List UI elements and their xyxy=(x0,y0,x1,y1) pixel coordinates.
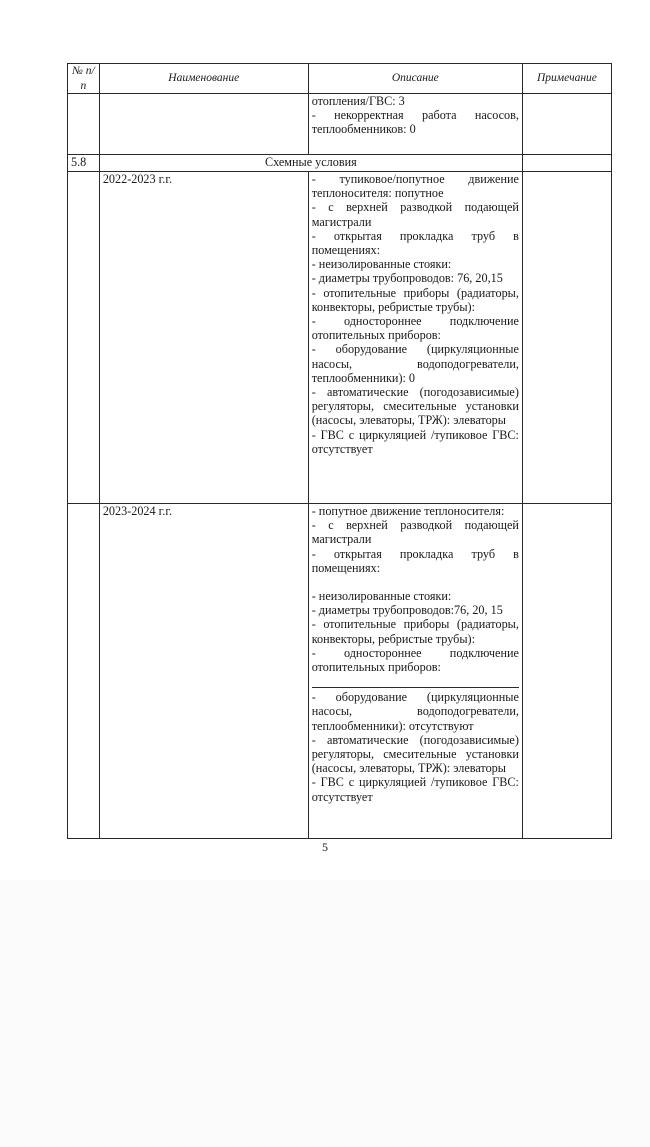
continued-line: - некорректная работа насосов, теплообменников: 0 xyxy=(311,108,519,137)
period-2023-note-cell xyxy=(522,504,611,839)
condition-line: - с верхней разводкой подающей магистрали xyxy=(311,200,519,229)
condition-line: - диаметры трубопроводов: 76, 20,15 xyxy=(311,271,503,286)
continued-row xyxy=(68,94,612,155)
header-name: Наименование xyxy=(99,64,308,94)
period-2023-row xyxy=(68,504,612,839)
condition-line: - неизолированные стояки: xyxy=(311,589,452,604)
section-number: 5.8 xyxy=(68,155,100,172)
condition-line: - тупиковое/попутное движение теплоносителя: попутное xyxy=(311,172,519,201)
section-title: Схемные условия xyxy=(99,155,522,172)
period-2023-description xyxy=(308,504,522,839)
condition-line: - одностороннее подключение отопительных приборов: xyxy=(311,314,519,343)
condition-line: - с верхней разводкой подающей магистрали xyxy=(311,518,519,547)
continued-name-cell xyxy=(99,94,308,155)
condition-line: - ГВС с циркуляцией /тупиковое ГВС: отсутствует xyxy=(311,427,519,456)
header-num: № п/п xyxy=(68,64,100,94)
condition-line: - автоматические (погодозависимые) регуляторы, смесительные установки (насосы, элеваторы, ТРЖ): элеваторы xyxy=(311,732,519,776)
continued-description-cell xyxy=(308,94,522,155)
condition-line: - диаметры трубопроводов:76, 20, 15 xyxy=(311,603,503,618)
period-2022-row xyxy=(68,172,612,504)
period-2022-name: 2022-2023 г.г. xyxy=(99,172,308,504)
blank-line xyxy=(312,575,519,589)
condition-line: - отопительные приборы (радиаторы, конвекторы, ребристые трубы): xyxy=(311,285,519,314)
header-description: Описание xyxy=(308,64,522,94)
period-2023-num-cell xyxy=(68,504,100,839)
condition-line: - попутное движение теплоносителя: xyxy=(311,504,505,518)
condition-line: - оборудование (циркуляционные насосы, водоподогреватели, теплообменники): отсутствуют xyxy=(311,690,519,733)
underline-rule xyxy=(312,674,519,688)
conditions-table xyxy=(67,63,612,839)
condition-line: - ГВС с циркуляцией /тупиковое ГВС: отсутствует xyxy=(311,775,519,804)
header-note: Примечание xyxy=(522,64,611,94)
condition-line: - открытая прокладка труб в помещениях: xyxy=(311,228,519,258)
condition-line: - одностороннее подключение отопительных приборов: xyxy=(311,645,519,675)
condition-line: - неизолированные стояки: xyxy=(311,257,452,272)
section-row xyxy=(68,155,612,172)
condition-line: - отопительные приборы (радиаторы, конвекторы, ребристые трубы): xyxy=(311,617,519,646)
continued-num-cell xyxy=(68,94,100,155)
condition-line: - оборудование (циркуляционные насосы, водоподогреватели, теплообменники): 0 xyxy=(311,342,519,385)
continued-line: отопления/ГВС: 3 xyxy=(311,94,405,108)
page-bottom-area xyxy=(0,880,650,1147)
continued-note-cell xyxy=(522,94,611,155)
period-2022-num-cell xyxy=(68,172,100,504)
condition-line: - открытая прокладка труб в помещениях: xyxy=(311,546,519,575)
page-number: 5 xyxy=(322,840,328,854)
condition-line: - автоматические (погодозависимые) регуляторы, смесительные установки (насосы, элеваторы, ТРЖ): элеваторы xyxy=(311,385,519,428)
section-note-cell xyxy=(522,155,611,172)
period-2022-note-cell xyxy=(522,172,611,504)
period-2022-description xyxy=(308,172,522,504)
table-header-row xyxy=(68,64,612,94)
period-2023-name: 2023-2024 г.г. xyxy=(99,504,308,839)
